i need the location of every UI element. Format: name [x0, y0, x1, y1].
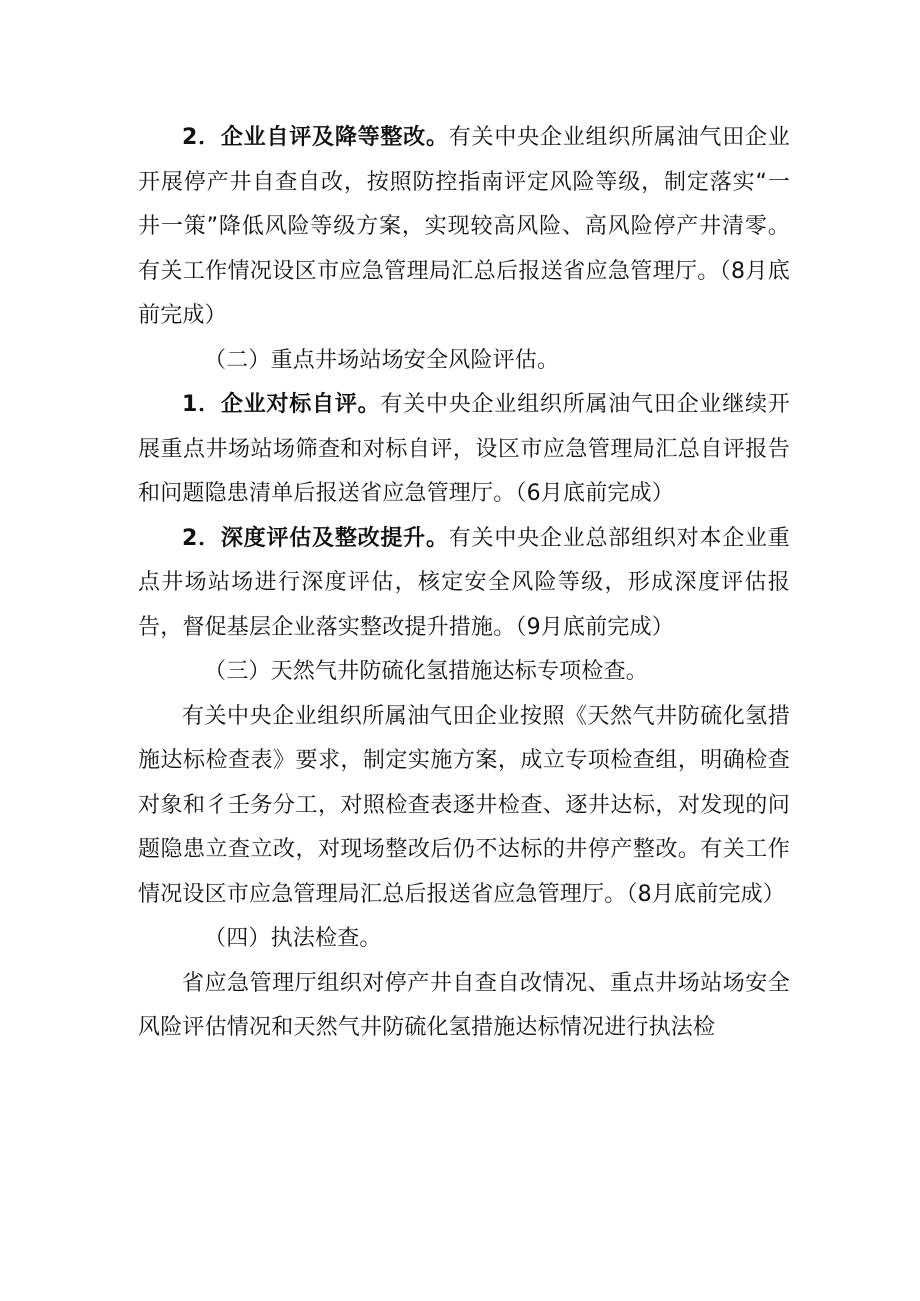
paragraph-text: 有关中央企业总部组织对本企业重点井场站场进行深度评估，核定安全风险等级，形成深度评估报告，督促基层企业落实整改提升措施。（9月底前完成） — [138, 525, 790, 640]
paragraph-text: 有关中央企业组织所属油气田企业开展停产井自查自改，按照防控指南评定风险等级，制定落实“一井一策”降低风险等级方案，实现较高风险、高风险停产井清零。有关工作情况设区市应急管理局汇总后报送省应急管理厅。（8月底前完成） — [138, 125, 790, 328]
section-heading-h2s-inspection: （三）天然气井防硫化氢措施达标专项检查。 — [204, 659, 649, 684]
paragraph-enforcement: 省应急管理厅组织对停产井自查自改情况、重点井场站场安全风险评估情况和天然气井防硫化氢措施达标情况进行执法检 — [138, 970, 790, 1040]
paragraph-self-evaluation — [138, 116, 790, 339]
paragraph-h2s-inspection: 有关中央企业组织所属油气田企业按照《天然气井防硫化氢措施达标检查表》要求，制定实施方案，成立专项检查组，明确检查对象和彳壬务分工，对照检查表逐井检查、逐井达标，对发现的问题隐患立查立改，对现场整改后仍不达标的井停产整改。有关工作情况设区市应急管理局汇总后报送省应急管理厅。（8月底前完成） — [138, 703, 790, 907]
paragraph-text: 有关中央企业组织所属油气田企业继续开展重点井场站场筛查和对标自评，设区市应急管理局汇总自评报告和问题隐患清单后报送省应急管理厅。（6月底前完成） — [138, 392, 790, 506]
paragraph-lead: 2．深度评估及整改提升。 — [182, 525, 449, 551]
section-heading-risk-assessment: （二）重点井场站场安全风险评估。 — [204, 347, 560, 373]
document-body — [138, 116, 790, 1051]
section-heading-enforcement: （四）执法检查。 — [204, 926, 382, 951]
paragraph-depth-evaluation — [138, 517, 790, 651]
paragraph-lead: 2．企业自评及降等整改。 — [182, 125, 449, 150]
paragraph-benchmark-self-evaluation — [138, 383, 790, 517]
paragraph-lead: 1．企业对标自评。 — [182, 392, 381, 417]
